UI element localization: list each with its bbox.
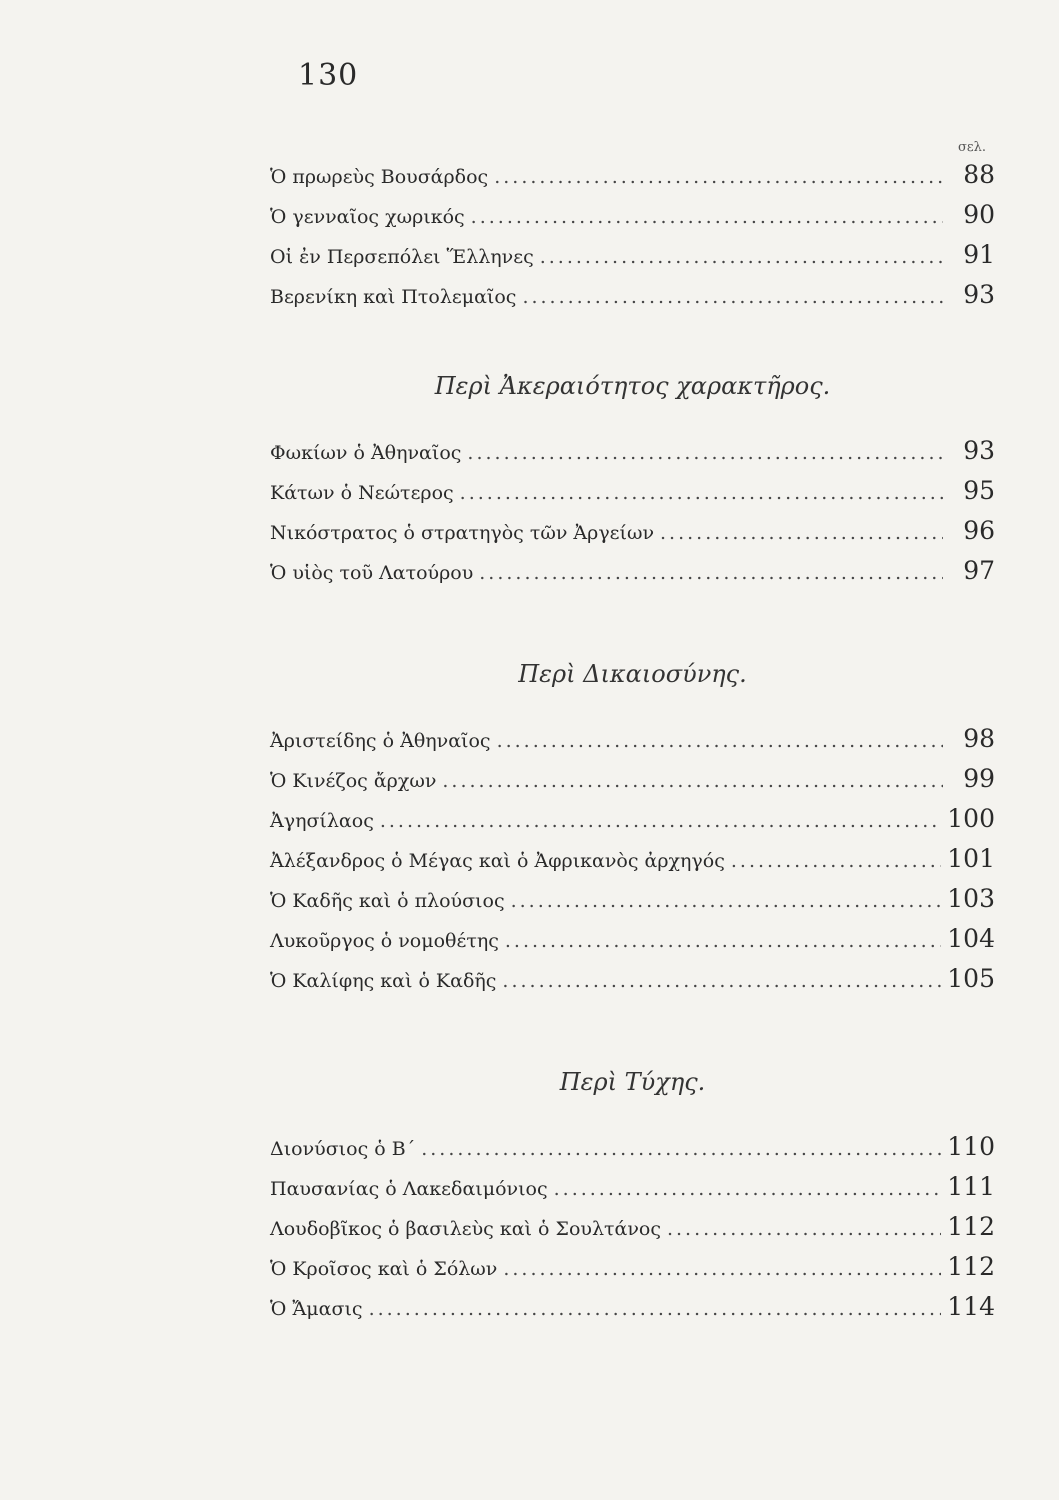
dot-leader [497,730,943,752]
toc-section [270,1068,995,1332]
entry-title: Ὁ υἱὸς τοῦ Λατούρου [270,562,474,584]
toc-entry [270,1172,995,1212]
section-heading: Περὶ Δικαιοσύνης. [518,660,747,688]
toc-entry [270,556,995,596]
entry-title: Ὁ Ἄμασις [270,1298,363,1320]
section-heading: Περὶ Ἀκεραιότητος χαρακτῆρος. [434,372,831,400]
toc-entry [270,924,995,964]
toc-entry [270,280,995,320]
dot-leader [511,890,942,912]
toc-entry [270,240,995,280]
entry-title: Παυσανίας ὁ Λακεδαιμόνιος [270,1178,548,1200]
toc-section [270,372,995,596]
entry-title: Λυκοῦργος ὁ νομοθέτης [270,930,499,952]
entry-page: 103 [947,884,995,913]
page-column-label: σελ. [958,140,986,155]
toc-entry [270,1212,995,1252]
dot-leader [505,930,941,952]
dot-leader [502,970,941,992]
dot-leader [540,246,943,268]
dot-leader [554,1178,942,1200]
entry-page: 96 [963,516,995,545]
toc-entry [270,804,995,844]
dot-leader [471,206,943,228]
entry-page: 93 [963,436,995,465]
entry-page: 90 [963,200,995,229]
toc-entry [270,200,995,240]
toc-entry [270,1252,995,1292]
entry-page: 111 [947,1172,995,1201]
entry-page: 98 [963,724,995,753]
dot-leader [380,810,941,832]
entry-title: Κάτων ὁ Νεώτερος [270,482,454,504]
entry-page: 104 [947,924,995,953]
toc-entry [270,764,995,804]
toc-entry [270,476,995,516]
entry-page: 114 [947,1292,995,1321]
dot-leader [731,850,941,872]
dot-leader [503,1258,941,1280]
toc-section [270,160,995,320]
toc-entry [270,160,995,200]
entry-title: Ἀλέξανδρος ὁ Μέγας καὶ ὁ Ἀφρικανὸς ἀρχηγός [270,850,725,872]
dot-leader [667,1218,941,1240]
entry-page: 101 [947,844,995,873]
dot-leader [479,562,943,584]
toc-entry [270,884,995,924]
entry-title: Ὁ γενναῖος χωρικός [270,206,465,228]
entry-page: 112 [947,1212,995,1241]
entry-title: Ὁ Καδῆς καὶ ὁ πλούσιος [270,890,505,912]
entry-title: Ὁ πρωρεὺς Βουσάρδος [270,166,489,188]
dot-leader [522,286,943,308]
dot-leader [442,770,943,792]
dot-leader [467,442,943,464]
toc-entry [270,436,995,476]
toc-entry [270,1292,995,1332]
entry-title: Ἀγησίλαος [270,810,374,832]
entry-title: Ἀριστείδης ὁ Ἀθηναῖος [270,730,491,752]
dot-leader [369,1298,942,1320]
toc-entry [270,964,995,1004]
entry-title: Ὁ Καλίφης καὶ ὁ Καδῆς [270,970,497,992]
entry-page: 88 [963,160,995,189]
dot-leader [660,522,943,544]
entry-title: Φωκίων ὁ Ἀθηναῖος [270,442,462,464]
entry-title: Νικόστρατος ὁ στρατηγὸς τῶν Ἀργείων [270,522,655,544]
toc-entry [270,516,995,556]
dot-leader [494,166,943,188]
entry-title: Ὁ Κροῖσος καὶ ὁ Σόλων [270,1258,498,1280]
dot-leader [421,1138,941,1160]
page-number: 130 [298,58,359,93]
entry-page: 110 [947,1132,995,1161]
toc-entry [270,844,995,884]
dot-leader [460,482,943,504]
entry-title: Ὁ Κινέζος ἄρχων [270,770,437,792]
entry-page: 100 [947,804,995,833]
section-heading: Περὶ Τύχης. [559,1068,706,1096]
entry-page: 91 [963,240,995,269]
entry-page: 95 [963,476,995,505]
entry-page: 105 [947,964,995,993]
toc-entry [270,724,995,764]
entry-page: 93 [963,280,995,309]
entry-title: Λουδοβῖκος ὁ βασιλεὺς καὶ ὁ Σουλτάνος [270,1218,661,1240]
toc-section [270,660,995,1004]
entry-title: Διονύσιος ὁ Β΄ [270,1138,416,1160]
toc-entry [270,1132,995,1172]
entry-page: 99 [963,764,995,793]
entry-page: 97 [963,556,995,585]
entry-title: Βερενίκη καὶ Πτολεμαῖος [270,286,517,308]
entry-page: 112 [947,1252,995,1281]
entry-title: Οἱ ἐν Περσεπόλει Ἕλληνες [270,246,534,268]
